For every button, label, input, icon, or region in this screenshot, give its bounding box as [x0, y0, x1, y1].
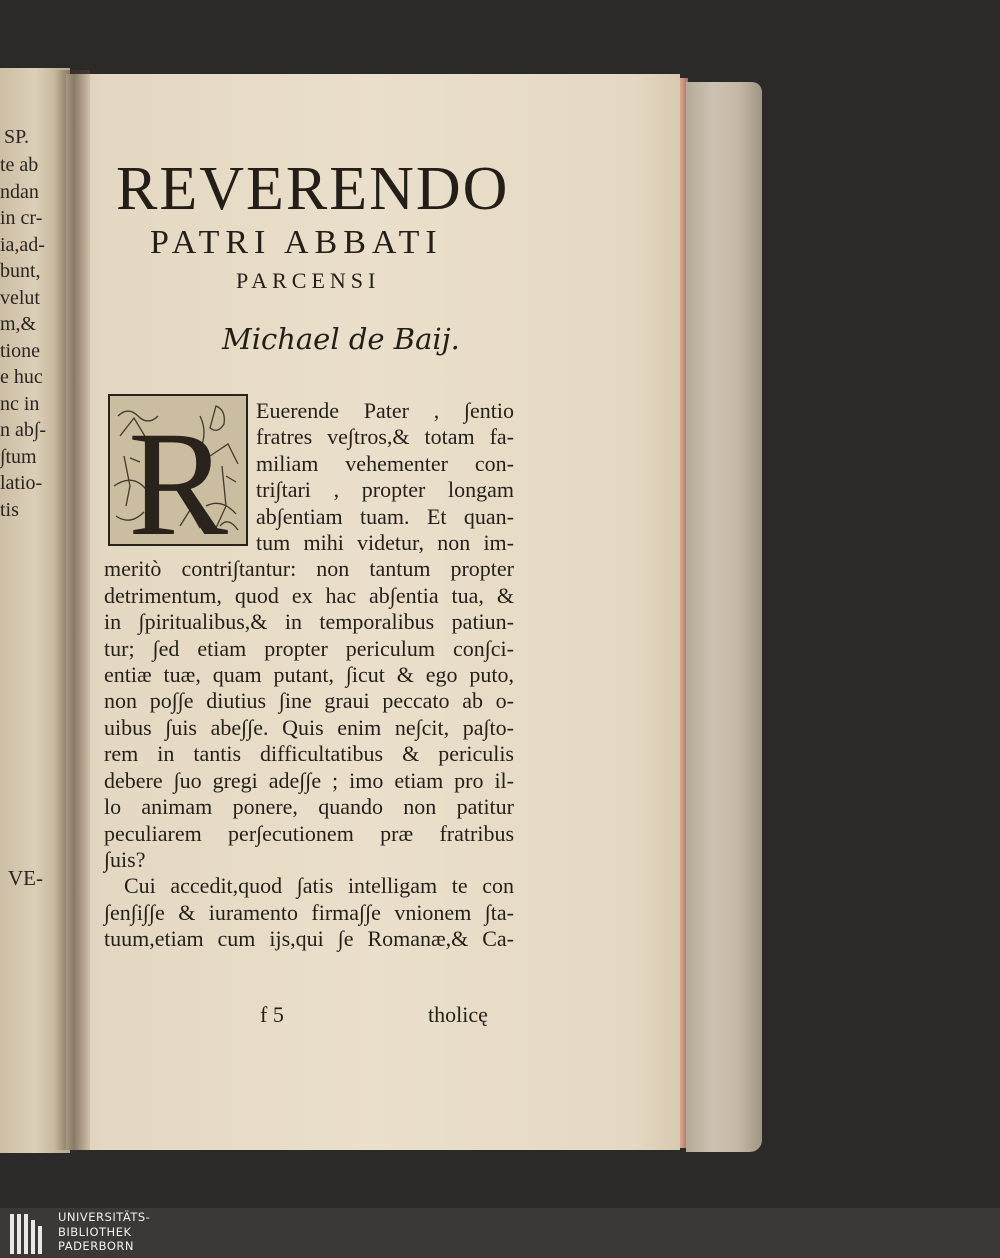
left-page-line: m,& [0, 313, 37, 335]
title-line-3: PARCENSI [236, 268, 381, 293]
author-name: Michael de Baij. [222, 322, 460, 356]
body-line: in ∫piritualibus,& in temporalibus patiun- [104, 609, 514, 635]
signature-mark: f 5 [260, 1002, 284, 1027]
library-name [58, 1210, 150, 1254]
body-line: tri∫tari , propter longam [256, 477, 514, 503]
body-line: uibus ∫uis abe∫∫e. Quis enim ne∫cit, pa∫to- [104, 714, 514, 740]
left-page-line: te ab [0, 154, 39, 176]
body-line: ∫en∫i∫∫e & iuramento firma∫∫e vnionem ∫ta- [104, 899, 514, 925]
initial-letter-glyph: R [128, 401, 229, 544]
body-line: tuum,etiam cum ijs,qui ∫e Romanæ,& Ca- [104, 926, 514, 952]
book-block-edge [686, 82, 762, 1152]
body-line: detrimentum, quod ex hac ab∫entia tua, & [104, 582, 514, 608]
left-page-line: nc in [0, 392, 40, 415]
body-line: debere ∫uo gregi ade∫∫e ; imo etiam pro il- [104, 767, 514, 793]
body-line: ab∫entiam tuam. Et quan- [256, 503, 514, 529]
body-text [104, 398, 514, 953]
left-page-line: tione [0, 339, 40, 362]
body-line: entiæ tuæ, quam putant, ∫icut & ego puto, [104, 662, 514, 688]
left-page-line: latio- [0, 472, 43, 494]
left-page-header: SP. [4, 126, 30, 148]
left-page-catchword: VE- [8, 866, 43, 890]
left-page-text [0, 152, 62, 523]
library-logo-icon [8, 1212, 48, 1256]
left-page-line: ia,ad- [0, 233, 45, 256]
catchword: tholicę [428, 1002, 488, 1027]
body-line: ∫uis? [104, 846, 146, 872]
body-line: fratres ve∫tros,& totam fa- [256, 424, 514, 450]
left-page-line: n ab∫- [0, 419, 47, 441]
left-page-line: velut [0, 286, 40, 309]
left-page-line: in cr- [0, 207, 43, 229]
body-line: tur; ∫ed etiam propter periculum con∫ci- [104, 635, 514, 661]
body-line: lo animam ponere, quando non patitur [104, 794, 514, 820]
left-page-line: ndan [0, 180, 39, 203]
left-page-line: bunt, [0, 260, 41, 282]
left-page-line: e huc [0, 366, 43, 388]
body-line: Euerende Pater , ∫entio [256, 398, 514, 423]
title-line-1: REVERENDO [116, 155, 510, 223]
body-line: non po∫∫e diutius ∫ine graui peccato ab o- [104, 688, 514, 714]
body-line: Cui accedit,quod ∫atis intelligam te con [124, 873, 514, 899]
library-name-line-1: UNIVERSITÄTS- [58, 1210, 151, 1224]
body-line: miliam vehementer con- [256, 450, 514, 476]
body-line: meritò contri∫tantur: non tantum propter [104, 556, 514, 582]
body-line: peculiarem per∫ecutionem præ fratribus [104, 820, 514, 846]
library-name-line-2: BIBLIOTHEK [58, 1224, 132, 1239]
left-page-line: ∫tum [0, 445, 37, 468]
library-name-line-3: PADERBORN [58, 1239, 135, 1253]
body-line: tum mihi videtur, non im- [256, 530, 514, 556]
body-line: rem in tantis difficultatibus & periculis [104, 741, 514, 767]
left-page-line: tis [0, 498, 19, 521]
gutter-shadow [54, 70, 90, 1150]
title-line-2: PATRI ABBATI [150, 224, 443, 261]
